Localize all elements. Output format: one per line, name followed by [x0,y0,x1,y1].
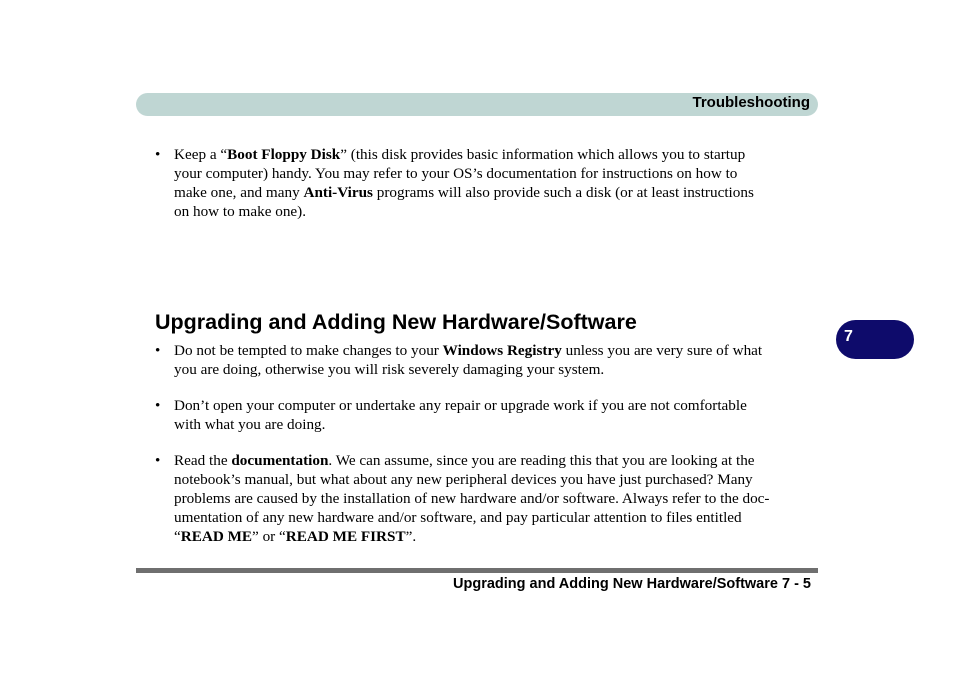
intro-bullet [155,145,805,221]
text-line: with what you are doing. [174,416,326,433]
anti-virus-term: Anti-Virus [303,184,373,201]
text-line: notebook’s manual, but what about any new peripheral devices you have just purchased? Many [174,471,753,488]
bullet-marker: • [155,452,161,469]
footer-rule [136,568,818,573]
text-line: Do not be tempted to make changes to your Windows Registry unless you are very sure of what [174,342,763,359]
text-line: Don’t open your computer or undertake any repair or upgrade work if you are not comfortable [174,397,747,414]
text-line: problems are caused by the installation of new hardware and/or software. Always refer to the doc- [174,490,770,507]
text-line: on how to make one). [174,203,307,220]
registry-bullet [155,341,805,379]
text-line: “READ ME” or “READ ME FIRST”. [174,528,417,545]
header-bar [136,93,818,116]
boot-floppy-disk-term: Boot Floppy Disk [227,146,341,163]
documentation-term: documentation [231,452,329,469]
intro-bullet-text [174,145,805,221]
bullet-marker: • [155,342,161,359]
footer-page-label: Upgrading and Adding New Hardware/Software 7 - 5 [453,576,811,592]
windows-registry-term: Windows Registry [442,342,562,359]
chapter-tab[interactable] [836,320,914,359]
text-line: your computer) handy. You may refer to your OS’s documentation for instructions on how to [174,165,738,182]
text-line: umentation of any new hardware and/or software, and pay particular attention to files entitled [174,509,742,526]
bullet-marker: • [155,146,161,163]
text-line: you are doing, otherwise you will risk severely damaging your system. [174,361,605,378]
repair-bullet [155,396,805,434]
documentation-bullet-text [174,451,805,546]
read-me-first-term: READ ME FIRST [285,528,406,545]
section-heading: Upgrading and Adding New Hardware/Software [155,310,637,334]
bullet-marker: • [155,397,161,414]
read-me-term: READ ME [180,528,253,545]
chapter-number: 7 [844,328,853,345]
repair-bullet-text [174,396,805,434]
header-title: Troubleshooting [692,94,810,111]
registry-bullet-text [174,341,805,379]
text-line: Keep a “Boot Floppy Disk” (this disk provides basic information which allows you to startup [174,146,746,163]
text-line: Read the documentation. We can assume, since you are reading this that you are looking at the [174,452,755,469]
documentation-bullet [155,451,805,546]
text-line: make one, and many Anti-Virus programs will also provide such a disk (or at least instructions [174,184,754,201]
